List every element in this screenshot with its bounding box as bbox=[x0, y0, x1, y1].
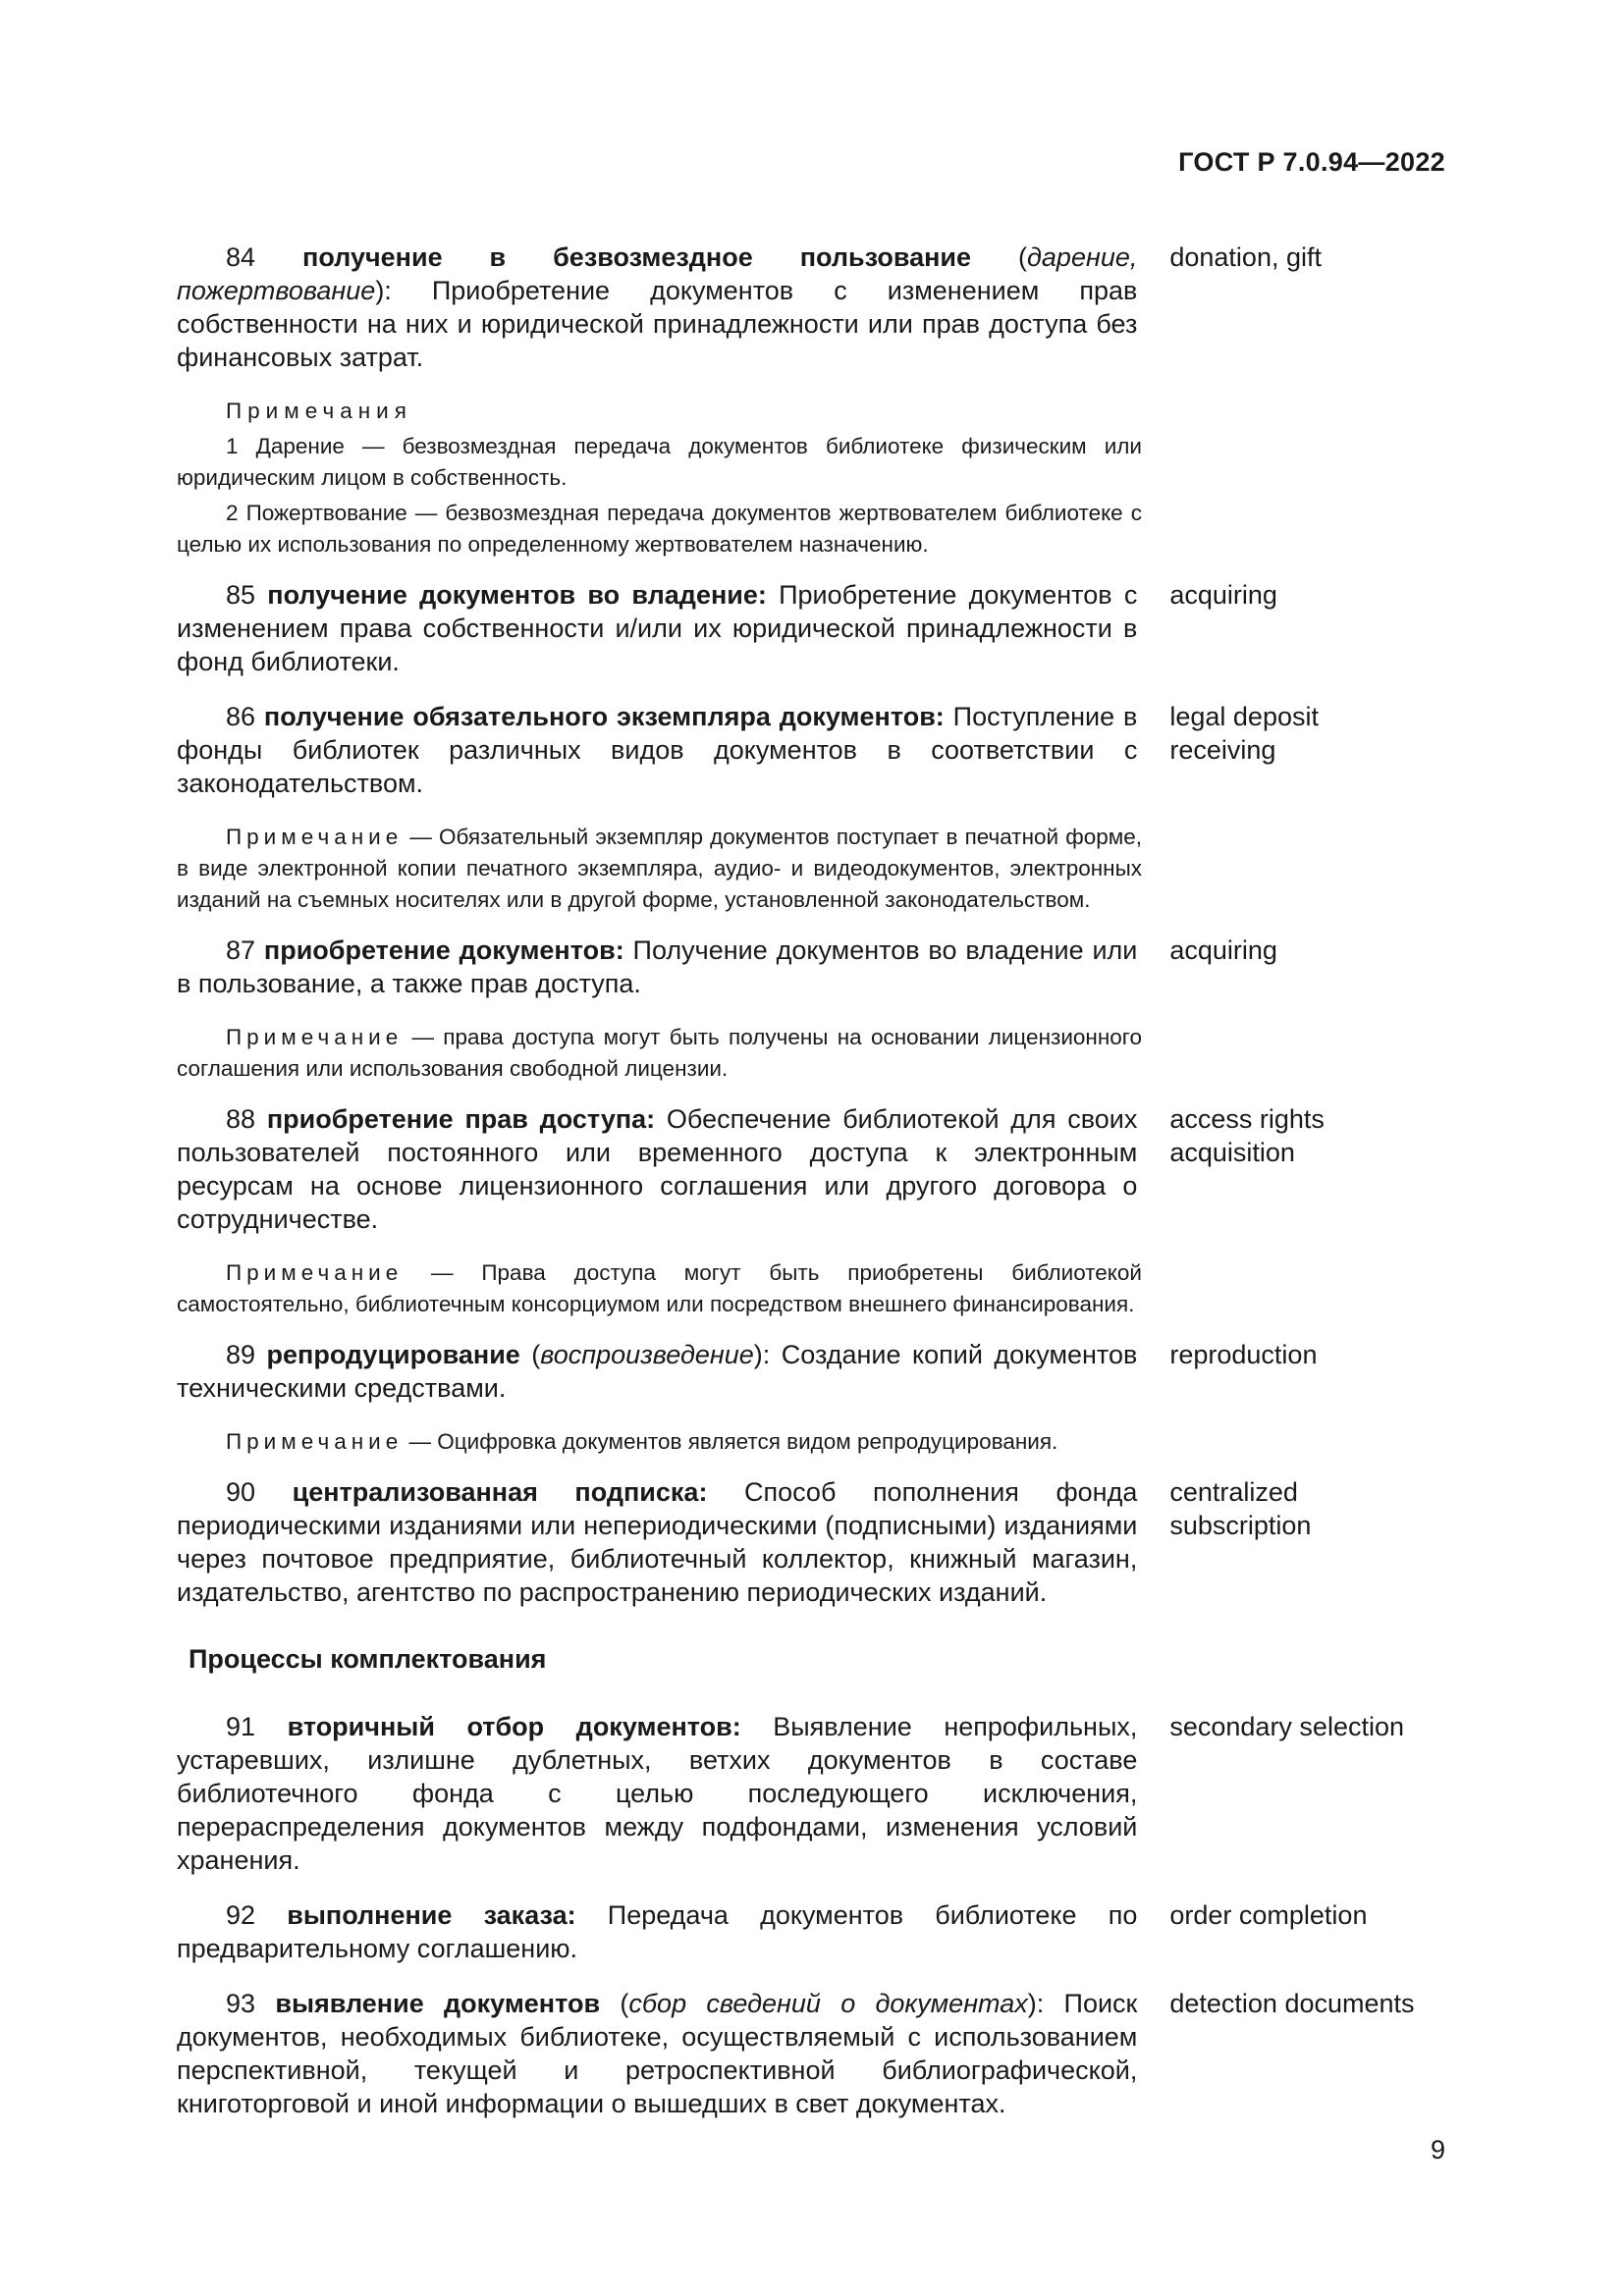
note-item: 2 Пожертвование — безвозмездная передача документов жертвователем библиотеке с целью их использования по определенному жертвователем назначению. bbox=[177, 501, 1142, 557]
term-86 bbox=[177, 700, 1453, 800]
term-number: 90 bbox=[226, 1477, 256, 1507]
term-english: legal deposit receiving bbox=[1169, 702, 1319, 765]
term-synonym: сбор сведений о документах bbox=[628, 1989, 1028, 2018]
term-name: централизованная подписка: bbox=[292, 1477, 708, 1507]
term-name: получение документов во владение: bbox=[267, 580, 767, 610]
term-name: выявление документов bbox=[275, 1989, 601, 2018]
note-text: — Обязательный экземпляр документов поступает в печатной форме, в виде электронной копии печатного экземпляра, аудио- и видеодокументов, электронных изданий на съемных носителях или в другой форме, установленной законодательством. bbox=[177, 825, 1142, 912]
note-label: Примечание bbox=[226, 1260, 404, 1285]
term-number: 92 bbox=[226, 1900, 256, 1930]
term-number: 89 bbox=[226, 1340, 256, 1369]
term-number: 93 bbox=[226, 1989, 256, 2018]
term-name: приобретение прав доступа: bbox=[266, 1104, 656, 1134]
term-definition: Передача документов библиотеке по предварительному соглашению. bbox=[177, 1900, 1138, 1963]
term-english: acquiring bbox=[1169, 580, 1277, 610]
term-number: 88 bbox=[226, 1104, 256, 1134]
note-label: Примечание bbox=[226, 1429, 404, 1454]
term-number: 86 bbox=[226, 702, 256, 731]
note-text: — Оцифровка документов является видом репродуцирования. bbox=[403, 1429, 1058, 1454]
note-87 bbox=[177, 1022, 1142, 1085]
term-84: 84 получение в безвозмездное пользование (дарение, пожертвование): Приобретение документов с изменением прав собственности на них и юридической принадлежности или прав доступа без финансовых затрат. donation, gift bbox=[177, 240, 1453, 374]
term-number: 91 bbox=[226, 1712, 256, 1741]
term-name: репродуцирование bbox=[266, 1340, 520, 1369]
term-english: donation, gift bbox=[1169, 242, 1322, 272]
term-92 bbox=[177, 1898, 1453, 1965]
term-93: 93 выявление документов (сбор сведений о документах): Поиск документов, необходимых библиотеке, осуществляемый с использованием перспективной, текущей и ретроспективной библиографической, книготорговой и иной информации о вышедших в свет документах. detection documents bbox=[177, 1987, 1453, 2120]
term-definition: ): Поиск документов, необходимых библиотеке, осуществляемый с использованием перспективной, текущей и ретроспективной библиографической, книготорговой и иной информации о вышедших в свет документах. bbox=[177, 1989, 1138, 2118]
term-89: 89 репродуцирование (воспроизведение): Создание копий документов техническими средствами. reproduction bbox=[177, 1338, 1453, 1405]
term-88 bbox=[177, 1102, 1453, 1236]
note-label: Примечание bbox=[226, 825, 404, 849]
term-definition: Поступление в фонды библиотек различных видов документов в соответствии с законодательством. bbox=[177, 702, 1138, 798]
note-88 bbox=[177, 1257, 1142, 1320]
term-name: получение обязательного экземпляра документов: bbox=[263, 702, 945, 731]
term-85 bbox=[177, 578, 1453, 678]
terms-content bbox=[177, 240, 1453, 2142]
note-86 bbox=[177, 822, 1142, 916]
term-name: вторичный отбор документов: bbox=[287, 1712, 741, 1741]
term-name: приобретение документов: bbox=[263, 935, 624, 965]
term-name: выполнение заказа: bbox=[287, 1900, 576, 1930]
term-number: 85 bbox=[226, 580, 256, 610]
term-90 bbox=[177, 1475, 1453, 1609]
term-english: detection documents bbox=[1169, 1989, 1415, 2018]
term-english: order completion bbox=[1169, 1900, 1368, 1930]
note-item: 1 Дарение — безвозмездная передача документов библиотеке физическим или юридическим лицом в собственность. bbox=[177, 434, 1142, 490]
note-84 bbox=[177, 396, 1142, 561]
term-number: 84 bbox=[226, 242, 256, 272]
term-synonym: воспроизведение bbox=[540, 1340, 754, 1369]
term-name: получение в безвозмездное пользование bbox=[302, 242, 972, 272]
term-definition: Получение документов во владение или в пользование, а также прав доступа. bbox=[177, 935, 1138, 998]
term-english: acquiring bbox=[1169, 935, 1277, 965]
term-definition: Приобретение документов с изменением права собственности и/или их юридической принадлежности в фонд библиотеки. bbox=[177, 580, 1138, 676]
term-synonym: дарение, пожертвование bbox=[177, 242, 1138, 305]
note-text: — права доступа могут быть получены на основании лицензионного соглашения или использования свободной лицензии. bbox=[177, 1025, 1142, 1081]
term-91 bbox=[177, 1710, 1453, 1877]
term-english: access rights acquisition bbox=[1169, 1104, 1325, 1167]
page-number: 9 bbox=[1430, 2135, 1445, 2164]
note-89 bbox=[177, 1426, 1142, 1458]
term-definition: Способ пополнения фонда периодическими изданиями или непериодическими (подписными) изданиями через почтовое предприятие, библиотечный коллектор, книжный магазин, издательство, агентство по распространению периодических изданий. bbox=[177, 1477, 1138, 1607]
section-title: Процессы комплектования bbox=[189, 1644, 547, 1674]
term-english: centralized subscription bbox=[1169, 1477, 1312, 1540]
term-english: reproduction bbox=[1169, 1340, 1318, 1369]
term-number: 87 bbox=[226, 935, 256, 965]
term-definition: ): Приобретение документов с изменением прав собственности на них и юридической принадлежности или прав доступа без финансовых затрат. bbox=[177, 276, 1138, 372]
document-code: ГОСТ Р 7.0.94—2022 bbox=[1178, 147, 1445, 177]
term-definition: Обеспечение библиотекой для своих пользователей постоянного или временного доступа к электронным ресурсам на основе лицензионного соглашения или другого договора о сотрудничестве. bbox=[177, 1104, 1138, 1234]
term-english: secondary selection bbox=[1169, 1712, 1404, 1741]
term-87 bbox=[177, 934, 1453, 1000]
term-definition: ): Создание копий документов техническими средствами. bbox=[177, 1340, 1138, 1403]
note-text: — Права доступа могут быть приобретены библиотекой самостоятельно, библиотечным консорциумом или посредством внешнего финансирования. bbox=[177, 1260, 1142, 1316]
note-heading: Примечания bbox=[226, 399, 412, 423]
note-label: Примечание bbox=[226, 1025, 404, 1049]
term-definition: Выявление непрофильных, устаревших, излишне дублетных, ветхих документов в составе библиотечного фонда с целью последующего исключения, перераспределения документов между подфондами, изменения условий хранения. bbox=[177, 1712, 1138, 1875]
